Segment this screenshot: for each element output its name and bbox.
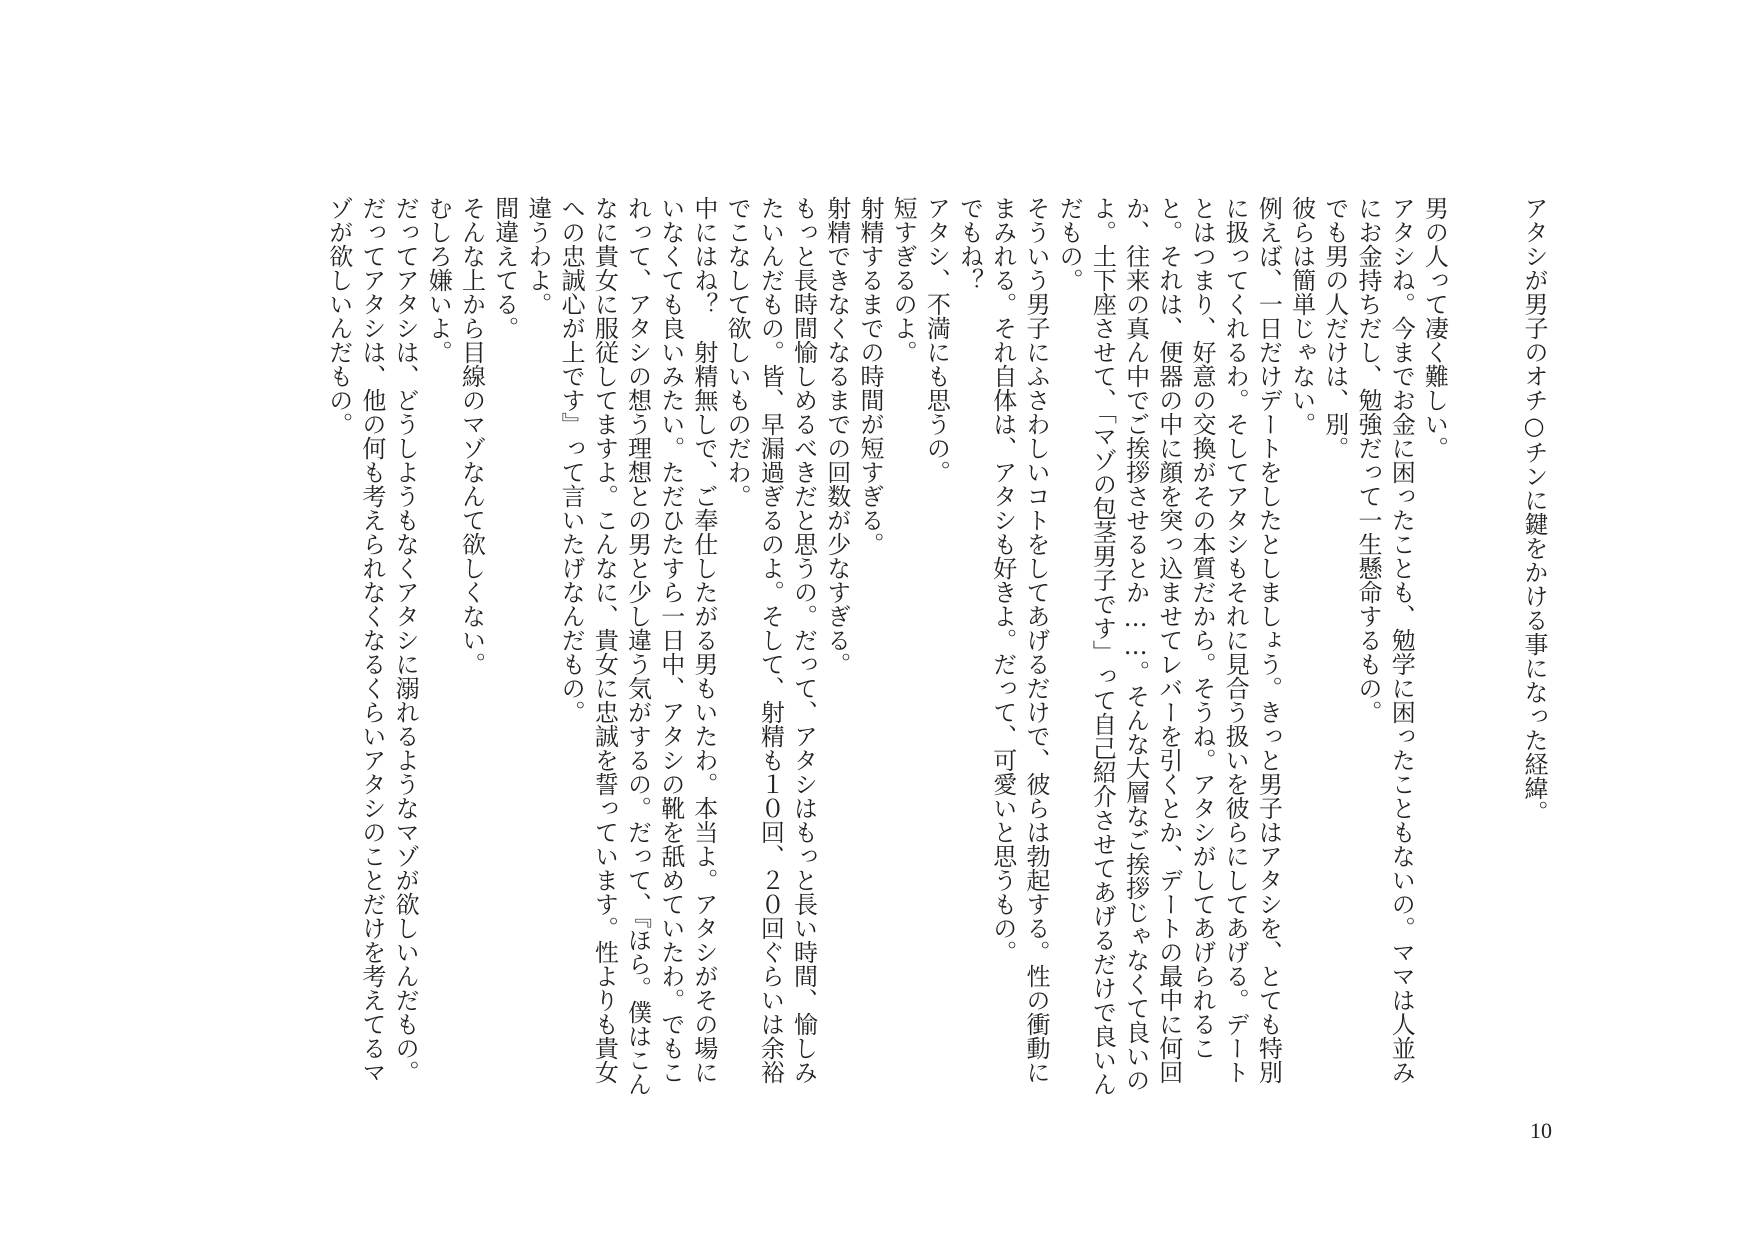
- text-line: むしろ嫌いよ。: [424, 196, 453, 364]
- text-line: 例えば、一日だけデートをしたとしましょう。きっと男子はアタシを、とても特別に扱ってくれるわ。そしてアタシもそれに見合う扱いを彼らにしてあげる。デートとはつまり、好意の交換がその本質だから。そうね。アタシがしてあげられること。それは、便器の中に顔を突っ込ませてレバーを引くとか、デートの最中に何回か、往来の真ん中でご挨拶させるとか……。そんな大層なご挨拶じゃなくて良いのよ。土下座させて、「マゾの包茎男子です」って自己紹介させてあげるだけで良いんだもの。: [1055, 196, 1283, 1096]
- text-line: 中にはね？ 射精無しで、ご奉仕したがる男もいたわ。本当よ。アタシがその場にいなくても良いみたい。ただひたすら一日中、アタシの靴を舐めていたわ。でもこれって、アタシの想う理想との男と少し違う気がするの。だって、『ほら。僕はこんなに貴女に服従してますよ。こんなに、貴女に忠誠を誓っています。性よりも貴女への忠誠心が上です』って言いたげなんだもの。: [557, 196, 718, 1096]
- text-line: 射精できなくなるまでの回数が少なすぎる。: [822, 196, 851, 676]
- text-line: そういう男子にふさわしいコトをしてあげるだけで、彼らは勃起する。性の衝動にまみれる。それ自体は、アタシも好きよ。だって、可愛いと思うもの。: [988, 196, 1050, 1084]
- text-line: 男の人って凄く難しい。: [1420, 196, 1449, 460]
- text-line: でもね？: [955, 196, 984, 292]
- text-line: 間違えてる。: [490, 196, 519, 340]
- page-number: 10: [1530, 1118, 1552, 1143]
- text-line: 彼らは簡単じゃない。: [1287, 196, 1316, 436]
- text-line: だってアタシは、他の何も考えられなくなるくらいアタシのことだけを考えてるマゾが欲しいんだもの。: [324, 196, 386, 1084]
- vertical-text-body: [200, 196, 1550, 1096]
- text-line: 短すぎるのよ。: [889, 196, 918, 364]
- text-line: アタシが男子のオチ○チンに鍵をかける事になった経緯。: [1520, 196, 1548, 824]
- text-line: そんな上から目線のマゾなんて欲しくない。: [457, 196, 486, 676]
- blank-line: [1450, 196, 1483, 1096]
- text-line: でも男の人だけは、別。: [1320, 196, 1349, 460]
- text-line: アタシね。今までお金に困ったことも、勉学に困ったこともないの。ママは人並みにお金持ちだし、勉強だって一生懸命するもの。: [1353, 196, 1416, 1084]
- blank-line: [1484, 196, 1517, 1096]
- text-line: もっと長時間愉しめるべきだと思うの。だって、アタシはもっと長い時間、愉しみたいんだもの。皆、早漏過ぎるのよ。そして、射精も１０回、２０回ぐらいは余裕でこなして欲しいものだわ。: [723, 196, 818, 1084]
- text-line: 射精するまでの時間が短すぎる。: [855, 196, 884, 556]
- text-line: アタシ、不満にも思うの。: [922, 196, 951, 484]
- text-line: 違うわよ。: [523, 196, 552, 316]
- text-line: だってアタシは、どうしようもなくアタシに溺れるようなマゾが欲しいんだもの。: [391, 196, 420, 1084]
